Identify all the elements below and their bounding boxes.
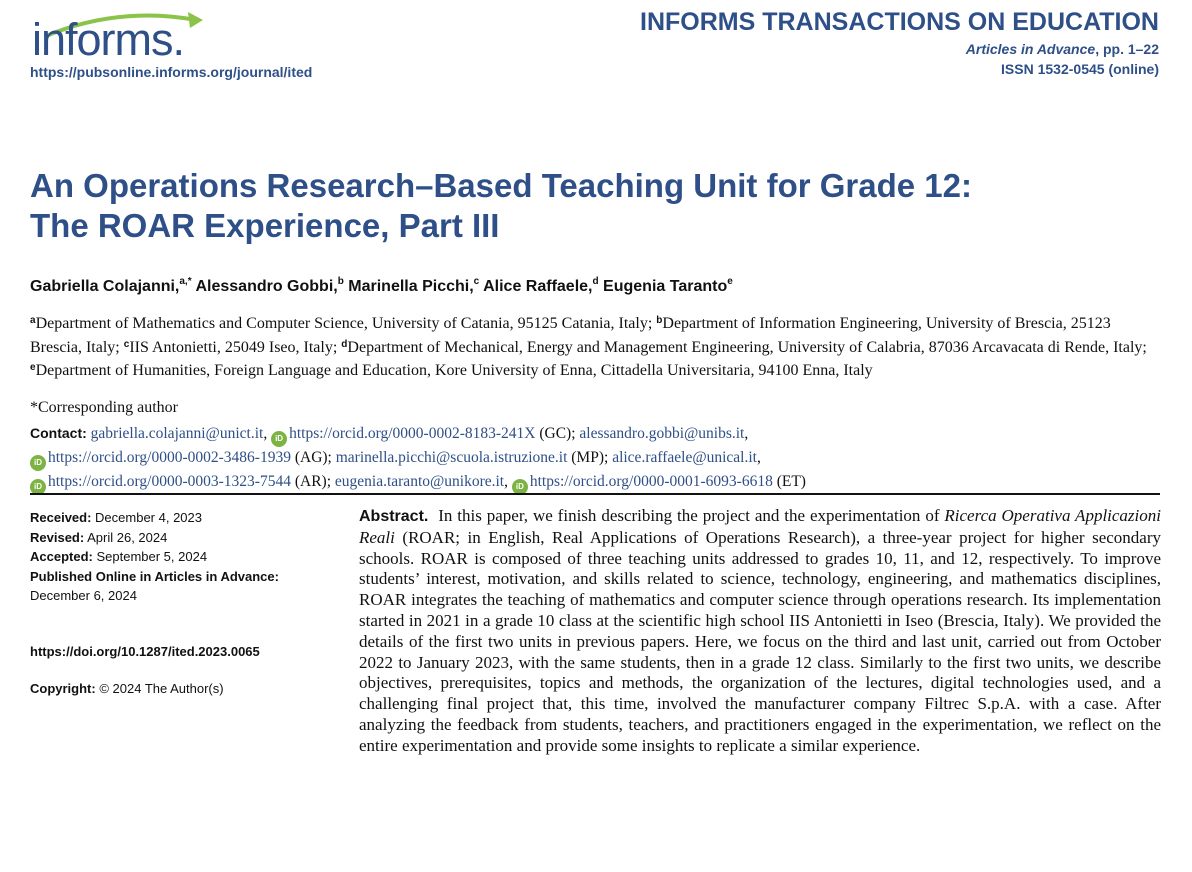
email-link-ag[interactable]: alessandro.gobbi@unibs.it [579, 425, 745, 442]
orcid-icon: iD [271, 431, 287, 447]
author-tag: (ET) [772, 473, 806, 490]
title-line-1: An Operations Research–Based Teaching Unit for Grade 12: [30, 167, 972, 204]
abstract-label: Abstract. [359, 508, 429, 525]
affil-sup: a [30, 315, 36, 326]
contact-label: Contact: [30, 425, 87, 441]
author-sup: a,* [179, 276, 192, 287]
journal-title: INFORMS TRANSACTIONS ON EDUCATION [640, 8, 1159, 36]
abstract [359, 506, 1161, 757]
issn: ISSN 1532-0545 (online) [1001, 61, 1159, 77]
orcid-link-gc[interactable]: https://orcid.org/0000-0002-8183-241X [289, 425, 536, 442]
affil-text: Department of Information Engineering, University of Brescia, 25123 Brescia, Italy; [30, 315, 1111, 356]
author-sup: b [337, 276, 344, 287]
abstract-text-post: (ROAR; in English, Real Applications of Operations Research), a three-year project for higher secondary schools. ROAR is composed of three teaching units addressed to grades 10, 11, and 12, respectively. To improve students’ interest, motivation, and skills related to science, technology, engineering, and mathematics disciplines, ROAR integrates the teaching of mathematics and computer science through operations research. Its implementation started in 2021 in a grade 10 class at the scientific high school IIS Antonietti in Iseo (Brescia, Italy). We provided the details of the first two units in previous papers. Here, we focus on the third and last unit, carried out from October 2022 to January 2023, with the same students, then in a grade 12 class. Similarly to the first two units, we describe objectives, prerequisites, topics and methods, the organization of the lectures, digital technologies used, and a challenging final project that, this time, involved the manufacturer company Filtrec S.p.A. with a case. After analyzing the feedback from students, teachers, and practitioners engaged in the experimentation, we reflect on the entire experimentation and provide some insights to replicate a similar experience. [359, 527, 1161, 755]
orcid-link-ar[interactable]: https://orcid.org/0000-0003-1323-7544 [48, 473, 291, 490]
author-tag: (AR); [290, 473, 335, 490]
orcid-link-ag[interactable]: https://orcid.org/0000-0002-3486-1939 [48, 449, 291, 466]
affil-text: Department of Mathematics and Computer Science, University of Catania, 95125 Catania, Italy; [35, 315, 657, 332]
articles-in-advance: Articles in Advance [965, 41, 1096, 57]
article-history [30, 508, 330, 699]
orcid-icon: iD [30, 479, 46, 495]
logo-text: informs. [32, 14, 185, 65]
doi-link[interactable]: https://doi.org/10.1287/ited.2023.0065 [30, 643, 260, 659]
received-label: Received: [30, 510, 92, 525]
affiliations [30, 311, 1165, 382]
affil-sup: c [123, 338, 130, 350]
author-sup: e [727, 276, 733, 287]
author-tag: (GC); [535, 425, 580, 442]
articles-pages [640, 41, 1159, 57]
abstract-project-name: Ricerca Operativa Applicazioni Reali [359, 506, 1161, 547]
revised-date: April 26, 2024 [87, 529, 168, 545]
author-name: Alessandro Gobbi, [195, 278, 338, 295]
contact-line-3: iD https://orcid.org/0000-0003-1323-7544 (AR); eugenia.taranto@unikore.it, iD https://orcid.org/0000-0001-6093-6618 (ET) [30, 471, 1170, 495]
page-range: , pp. 1–22 [1095, 41, 1159, 57]
copyright-text: © 2024 The Author(s) [99, 681, 224, 696]
journal-info [640, 8, 1159, 77]
affil-text: IIS Antonietti, 25049 Iseo, Italy; [129, 338, 342, 356]
contact-block [30, 423, 1170, 495]
accepted-date: September 5, 2024 [96, 549, 208, 564]
published-row [30, 567, 330, 587]
author-list [30, 276, 733, 296]
contact-line-1: Contact: gabriella.colajanni@unict.it, iD https://orcid.org/0000-0002-8183-241X (GC); alessandro.gobbi@unibs.it, [30, 423, 1170, 447]
received-date: December 4, 2023 [95, 510, 202, 525]
orcid-icon: iD [30, 455, 46, 471]
revised-label: Revised: [30, 529, 85, 545]
revised-row [30, 528, 330, 548]
informs-logo [28, 10, 218, 68]
copyright-label: Copyright: [30, 681, 96, 696]
affil-sup: b [656, 315, 663, 326]
corresponding-author-note: *Corresponding author [30, 399, 178, 416]
received-row [30, 508, 330, 528]
author-sup: c [473, 276, 480, 287]
accepted-label: Accepted: [30, 549, 93, 564]
orcid-link-et[interactable]: https://orcid.org/0000-0001-6093-6618 [529, 473, 773, 490]
section-divider [30, 493, 1160, 495]
author-name: Gabriella Colajanni, [30, 278, 180, 295]
author-sup: d [592, 276, 599, 287]
contact-line-2: iD https://orcid.org/0000-0002-3486-1939 (AG); marinella.picchi@scuola.istruzione.it (MP); alice.raffaele@unical.it, [30, 447, 1170, 471]
journal-url[interactable]: https://pubsonline.informs.org/journal/ited [30, 64, 313, 80]
email-link-mp[interactable]: marinella.picchi@scuola.istruzione.it [335, 449, 568, 466]
author-name: Eugenia Taranto [603, 278, 728, 295]
email-link-gc[interactable]: gabriella.colajanni@unict.it [90, 425, 264, 442]
affil-sup: d [341, 338, 348, 350]
orcid-icon: iD [512, 479, 528, 495]
abstract-text-pre: In this paper, we finish describing the project and the experimentation of [438, 506, 945, 525]
author-name: Alice Raffaele, [483, 278, 593, 295]
author-tag: (AG); [290, 449, 336, 466]
copyright-row [30, 679, 330, 699]
email-link-et[interactable]: eugenia.taranto@unikore.it [334, 473, 505, 490]
affil-text: Department of Mechanical, Energy and Management Engineering, University of Calabria, 87036 Arcavacata di Rende, Italy; [347, 338, 1147, 356]
author-name: Marinella Picchi, [348, 278, 474, 295]
published-date: December 6, 2024 [30, 588, 137, 603]
affil-text: Department of Humanities, Foreign Language and Education, Kore University of Enna, Cittadella Universitaria, 94100 Enna, Italy [35, 362, 873, 379]
affil-sup: e [30, 362, 36, 373]
published-label: Published Online in Articles in Advance: [30, 568, 279, 584]
author-tag: (MP); [567, 449, 613, 466]
email-link-ar[interactable]: alice.raffaele@unical.it [612, 449, 757, 466]
title-line-2: The ROAR Experience, Part III [30, 207, 500, 244]
paper-title [30, 166, 1170, 246]
accepted-row [30, 547, 330, 567]
